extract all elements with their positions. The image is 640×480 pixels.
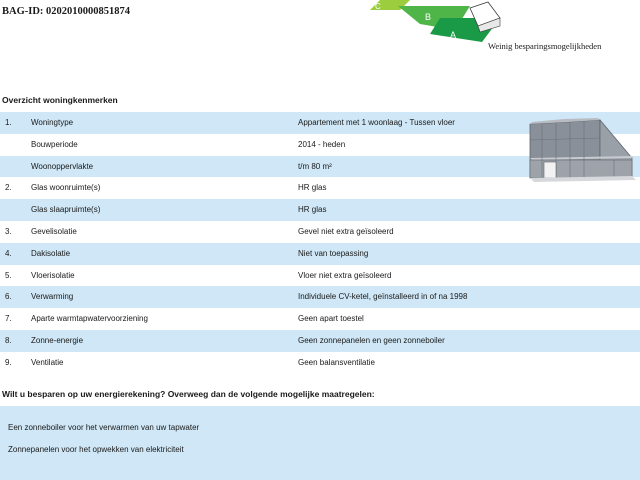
- measures-box: [0, 406, 640, 480]
- row-value: Gevel niet extra geïsoleerd: [298, 226, 394, 236]
- row-value: HR glas: [298, 205, 327, 215]
- label-letter-a: A: [450, 30, 457, 40]
- row-value: Geen balansventilatie: [298, 357, 375, 367]
- row-value: Niet van toepassing: [298, 248, 369, 258]
- label-letter-c: C: [375, 2, 381, 11]
- row-label: Bouwperiode: [31, 139, 78, 149]
- row-number: 7.: [5, 314, 12, 324]
- row-number: 8.: [5, 335, 12, 345]
- savings-question: Wilt u besparen op uw energierekening? Overweeg dan de volgende mogelijke maatregelen:: [2, 389, 375, 399]
- row-value: Vloer niet extra geïsoleerd: [298, 270, 392, 280]
- table-row: [0, 265, 640, 287]
- row-value: Geen zonnepanelen en geen zonneboiler: [298, 335, 445, 345]
- label-letter-b: B: [425, 12, 432, 22]
- row-label: Zonne-energie: [31, 335, 84, 345]
- row-label: Vloerisolatie: [31, 270, 75, 280]
- bag-id: BAG-ID: 0202010000851874: [2, 6, 131, 17]
- row-label: Ventilatie: [31, 357, 64, 367]
- row-value: HR glas: [298, 183, 327, 193]
- overview-title: Overzicht woningkenmerken: [2, 95, 118, 105]
- row-number: 6.: [5, 292, 12, 302]
- row-number: 2.: [5, 183, 12, 193]
- row-number: 1.: [5, 118, 12, 127]
- row-label: Woningtype: [31, 118, 74, 127]
- measure-item: Een zonneboiler voor het verwarmen van uw tapwater: [8, 423, 200, 432]
- table-row: [0, 221, 640, 243]
- row-value: 2014 - heden: [298, 139, 346, 149]
- table-row: [0, 199, 640, 221]
- table-row: [0, 330, 640, 352]
- label-caption: Weinig besparingsmogelijkheden: [488, 41, 602, 51]
- row-label: Gevelisolatie: [31, 226, 77, 236]
- row-label: Dakisolatie: [31, 248, 71, 258]
- measure-item: Zonnepanelen voor het opwekken van elektriciteit: [8, 445, 184, 454]
- table-row: [0, 308, 640, 330]
- table-row: [0, 352, 640, 374]
- row-value: Individuele CV-ketel, geïnstalleerd in of na 1998: [298, 292, 468, 302]
- row-label: Woonoppervlakte: [31, 161, 94, 171]
- row-label: Verwarming: [31, 292, 74, 302]
- apartment-building-icon: [528, 118, 636, 186]
- row-label: Glas woonruimte(s): [31, 183, 101, 193]
- row-number: 9.: [5, 357, 12, 367]
- row-value: t/m 80 m²: [298, 161, 332, 171]
- row-number: 3.: [5, 226, 12, 236]
- row-value: Geen apart toestel: [298, 314, 364, 324]
- table-row: [0, 243, 640, 265]
- row-label: Aparte warmtapwatervoorziening: [31, 314, 148, 324]
- energy-label-graphic: [370, 0, 510, 42]
- row-number: 5.: [5, 270, 12, 280]
- row-value: Appartement met 1 woonlaag - Tussen vloer: [298, 118, 455, 127]
- row-number: 4.: [5, 248, 12, 258]
- table-row: [0, 286, 640, 308]
- row-label: Glas slaapruimte(s): [31, 205, 101, 215]
